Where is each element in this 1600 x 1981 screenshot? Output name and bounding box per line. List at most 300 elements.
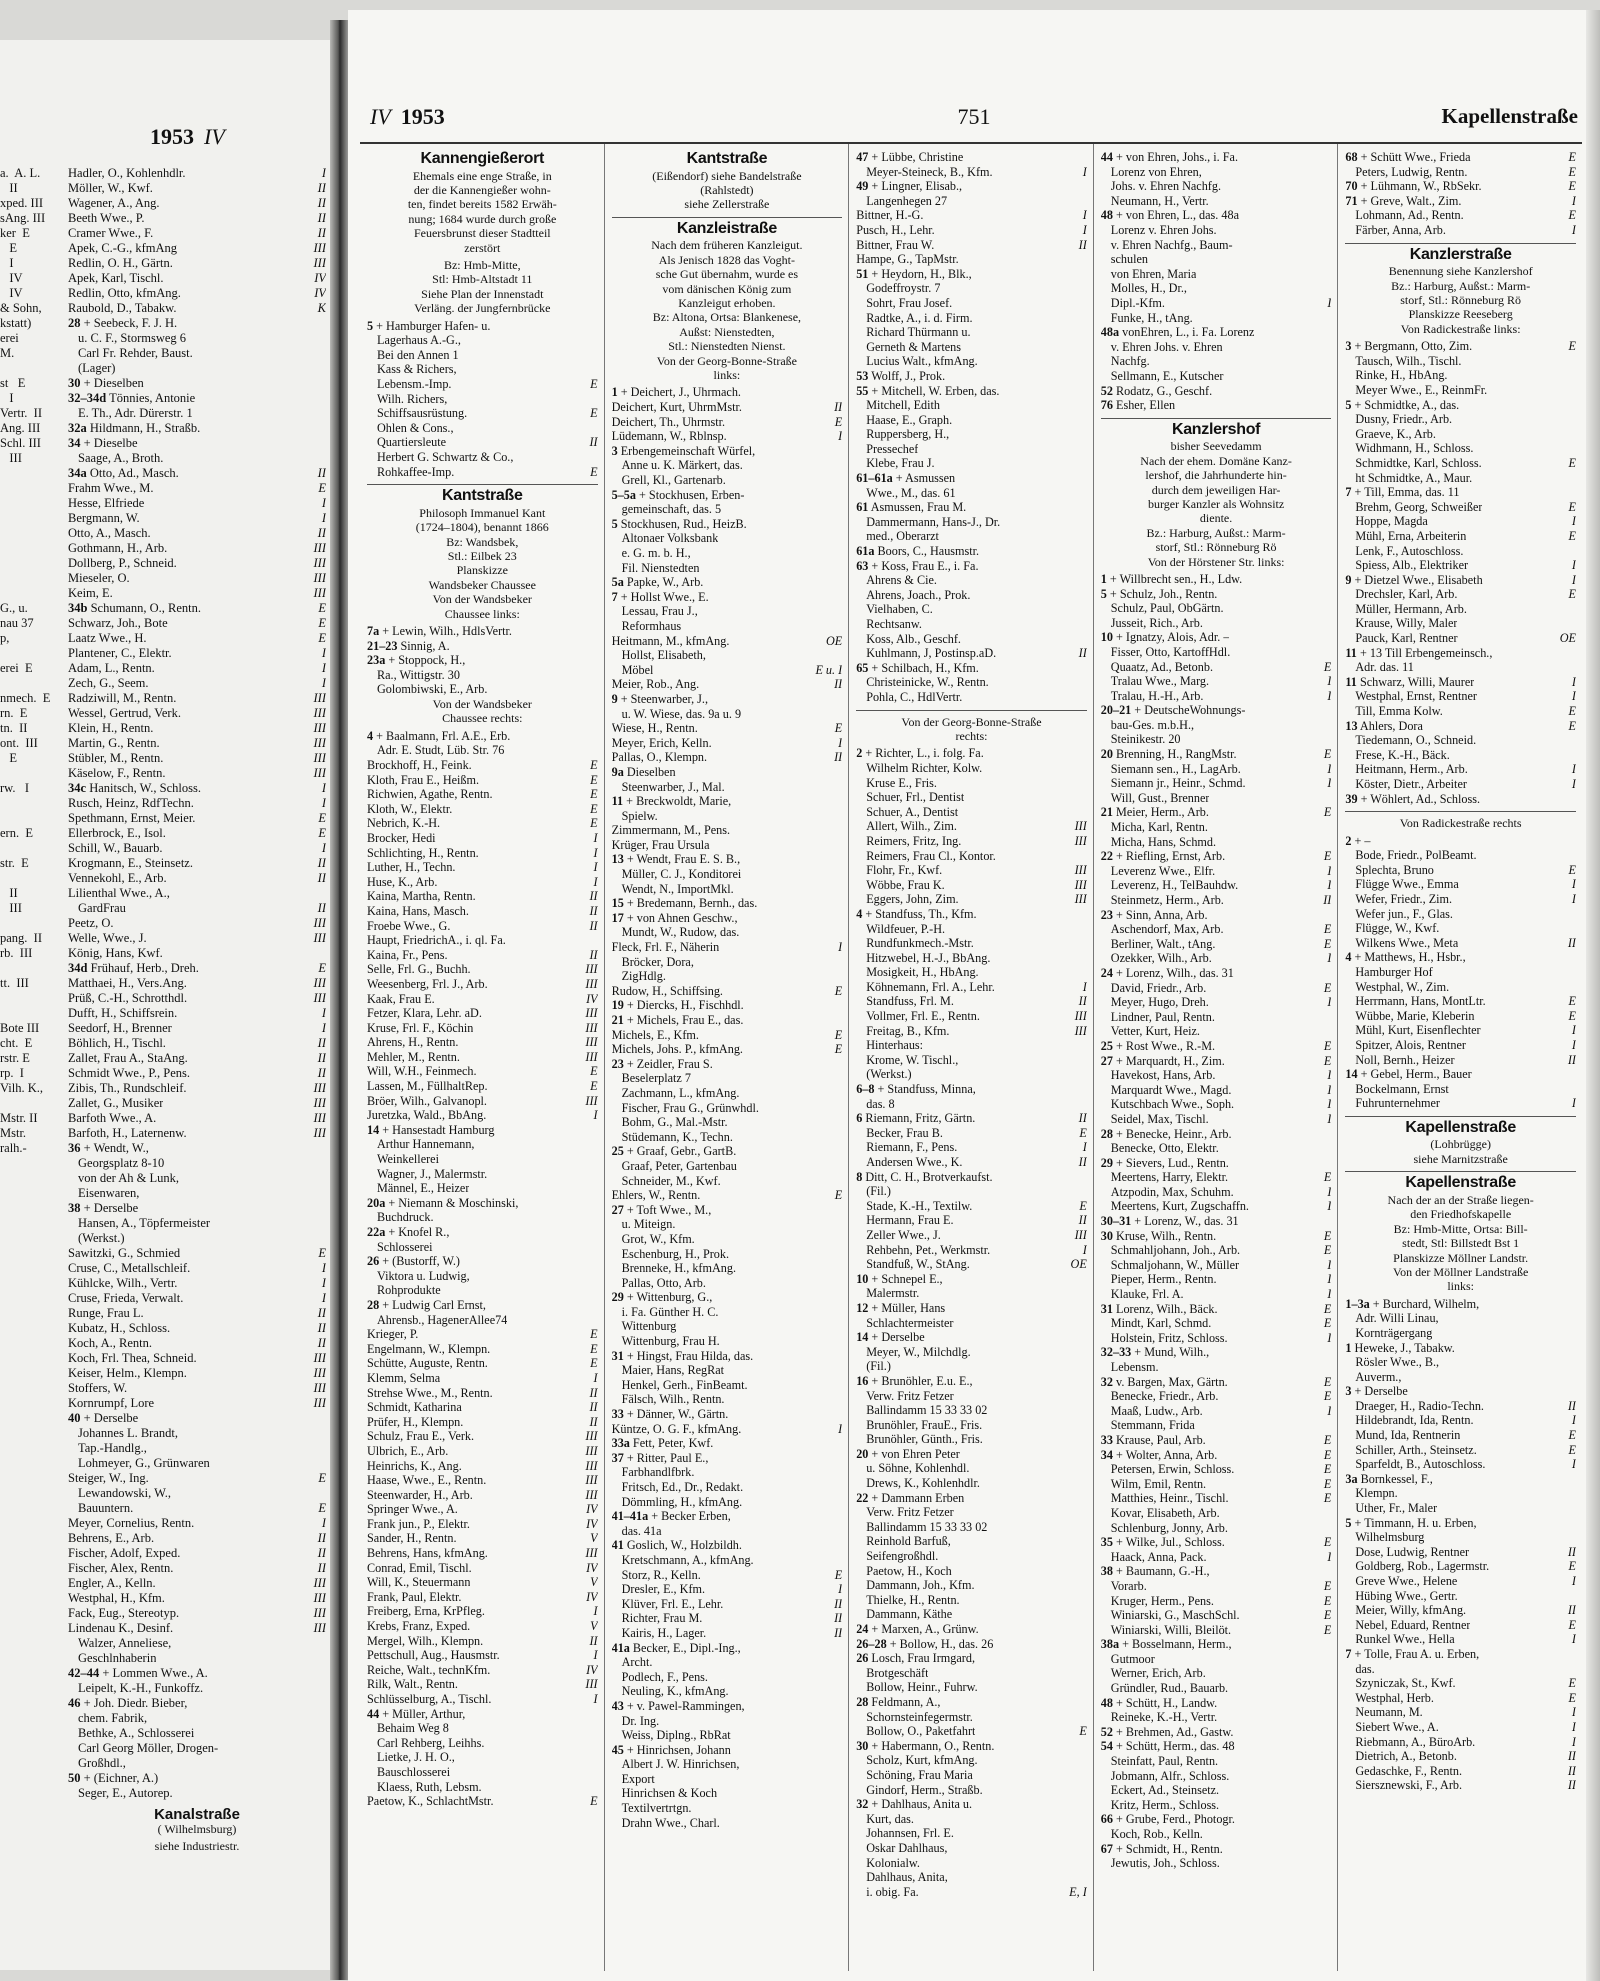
entry-text: Wagner, J., Malermstr. (377, 1166, 488, 1181)
floor-code: IV (314, 286, 326, 300)
right-page (348, 10, 1600, 1981)
directory-entry (1345, 165, 1576, 180)
directory-entry (1101, 150, 1332, 165)
house-number: 16 (856, 1373, 869, 1388)
directory-entry (68, 1036, 326, 1051)
directory-entry (68, 526, 326, 541)
directory-entry (1345, 1559, 1576, 1574)
directory-entry (612, 1217, 843, 1232)
directory-entry (367, 1254, 598, 1269)
directory-entry (68, 691, 326, 706)
entry-text: Lindenau K., Desinf. (68, 1621, 174, 1635)
entry-text: Steenwarber, J., Mal. (621, 779, 725, 794)
floor-code: E (1323, 1462, 1332, 1477)
floor-code: II (317, 226, 326, 240)
section-divider (1345, 243, 1576, 244)
entry-text: Brocker, Hedi (367, 830, 436, 845)
floor-code: II (317, 526, 326, 540)
directory-entry (612, 1305, 843, 1320)
directory-entry (612, 1261, 843, 1276)
directory-entry (68, 916, 326, 931)
entry-text: Viktora u. Ludwig, (377, 1268, 470, 1283)
directory-entry (367, 682, 598, 697)
entry-text: Eggers, John, Zim. (866, 892, 959, 907)
entry-text: u. W. Wiese, das. 9a u. 9 (621, 706, 742, 721)
directory-entry (1101, 223, 1332, 238)
entry-text: Neumann, H., Vertr. (1110, 193, 1209, 208)
floor-code: II (1567, 935, 1576, 950)
directory-entry (367, 758, 598, 773)
directory-entry (612, 473, 843, 488)
directory-entry (1345, 907, 1576, 922)
directory-entry (1101, 864, 1332, 879)
entry-text: 5 + Timmann, H. u. Erben, (1345, 1515, 1477, 1530)
floor-code: I (838, 1582, 843, 1597)
entry-text: Stübler, M., Rentn. (68, 751, 164, 765)
directory-entry (1345, 1370, 1576, 1385)
directory-entry (68, 1336, 326, 1351)
house-number: 28 (68, 316, 81, 330)
floor-code: E (318, 961, 326, 975)
entry-text: König, Hans, Kwf. (68, 946, 163, 960)
entry-text: Greve Wwe., Helene (1355, 1574, 1458, 1588)
directory-entry (1101, 311, 1332, 326)
house-number: 34d (68, 961, 88, 975)
entry-text: Mitchell, Edith (866, 398, 940, 413)
street-description (367, 258, 598, 316)
floor-code: E (1323, 936, 1332, 951)
directory-entry (1101, 1243, 1332, 1258)
directory-entry (856, 1213, 1087, 1228)
entry-text: 20 + von Ehren Peter (856, 1446, 960, 1461)
directory-entry (1101, 296, 1332, 311)
floor-code: E (590, 758, 598, 772)
house-number: 52 (1100, 1724, 1113, 1739)
floor-code: E (590, 787, 598, 802)
entry-text: Koch, Rob., Kelln. (1110, 1827, 1203, 1841)
directory-entry (856, 646, 1087, 661)
house-number: 21 (611, 1013, 624, 1027)
entry-text: v. Ehren Johs. v. Ehren (1110, 339, 1223, 354)
directory-entry (68, 1636, 326, 1651)
directory-entry (1101, 238, 1332, 253)
entry-text: Beeth Wwe., P. (68, 211, 145, 225)
directory-entry (367, 1780, 598, 1795)
directory-entry (68, 616, 326, 631)
entry-text: Zimmermann, M., Pens. (611, 823, 731, 838)
house-number: 5 (1345, 1515, 1352, 1530)
directory-entry (1101, 1331, 1332, 1346)
entry-text: Lenk, F., Autoschloss. (1355, 543, 1464, 558)
entry-text: 27 + Marquardt, H., Zim. (1100, 1053, 1225, 1068)
entry-text: Schuer, A., Dentist (866, 804, 959, 819)
section-divider (1345, 1116, 1576, 1117)
floor-code: E (1323, 747, 1332, 762)
floor-code: E (1323, 1447, 1332, 1462)
directory-entry (612, 765, 843, 780)
entry-text: Welle, Wwe., J. (68, 931, 147, 945)
directory-entry (68, 811, 326, 826)
entry-text: 4 + Matthews, H., Hsbr., (1345, 950, 1466, 965)
entry-text: 21–23 Sinnig, A. (367, 638, 450, 653)
entry-text: Dammermann, Hans-J., Dr. (866, 514, 1001, 529)
directory-entry (856, 238, 1087, 253)
directory-entry (612, 969, 843, 984)
directory-entry (856, 849, 1087, 864)
entry-text: Heinrichs, K., Ang. (367, 1458, 462, 1473)
street-heading: Kanzlershof (1171, 420, 1261, 438)
left-page-header (150, 124, 225, 150)
house-number: 13 (611, 852, 624, 867)
directory-entry (612, 517, 843, 532)
entry-text: Funke, H., tAng. (1110, 310, 1193, 325)
entry-text: Bohm, G., Mal.-Mstr. (621, 1115, 728, 1130)
entry-text: 44 + Müller, Arthur, (367, 1706, 466, 1721)
directory-entry (856, 1826, 1087, 1841)
entry-text: Arthur Hannemann, (377, 1137, 475, 1152)
house-number: 1–3a (1345, 1296, 1370, 1311)
floor-code: E (1568, 528, 1576, 543)
description-line: Bz.: Harburg, Außst.: Marm- (1391, 278, 1531, 293)
entry-text: 36 + Wendt, W., (68, 1141, 149, 1155)
entry-text: Till, Emma Kolw. (1355, 704, 1443, 719)
entry-text: Kass & Richers, (377, 362, 457, 377)
directory-entry (367, 1590, 598, 1605)
entry-text: Dresler, E., Kfm. (621, 1582, 706, 1597)
directory-entry (1345, 500, 1576, 515)
directory-entry (856, 892, 1087, 907)
directory-entry (367, 435, 598, 450)
entry-text: Müller, Hermann, Arb. (1355, 601, 1467, 616)
directory-entry (68, 466, 326, 481)
entry-text: Brotgeschäft (866, 1665, 929, 1680)
directory-entry (1101, 835, 1332, 850)
floor-code: I (593, 830, 598, 845)
entry-text: 4 + Standfuss, Th., Kfm. (856, 906, 977, 921)
entry-text: Allert, Wilh., Zim. (866, 819, 957, 834)
directory-entry (367, 1196, 598, 1211)
directory-entry (856, 1607, 1087, 1622)
entry-text: Grot, W., Kfm. (621, 1231, 695, 1246)
entry-text: Otto, A., Masch. (68, 526, 151, 540)
directory-entry (367, 1108, 598, 1123)
entry-text: 5a Papke, W., Arb. (611, 575, 704, 590)
floor-code: E (590, 1064, 598, 1079)
house-number: 22 (1100, 849, 1113, 864)
floor-code: E (590, 1079, 598, 1094)
entry-text: Hampe, G., TapMstr. (856, 252, 959, 267)
entry-text: Wefer, Friedr., Zim. (1355, 891, 1453, 906)
directory-entry (367, 1181, 598, 1196)
directory-entry (1345, 339, 1576, 354)
floor-code: II (589, 947, 598, 962)
directory-entry (68, 1201, 326, 1216)
directory-entry (856, 661, 1087, 676)
directory-entry (856, 325, 1087, 340)
entry-text: Schuer, Frl., Dentist (866, 790, 965, 805)
entry-text: Eschenburg, H., Prok. (621, 1246, 730, 1261)
header-year: 1953 (400, 104, 445, 129)
directory-entry (612, 1495, 843, 1510)
directory-entry (1345, 1735, 1576, 1750)
directory-entry (1101, 325, 1332, 340)
house-number: 7a (367, 624, 380, 639)
entry-text: 1 + Deichert, J., Uhrmach. (611, 385, 741, 400)
directory-entry (68, 1396, 326, 1411)
entry-text: 10 + Ignatzy, Alois, Adr. – (1100, 630, 1230, 645)
entry-text: Schulz, Paul, ObGärtn. (1110, 601, 1224, 616)
entry-text: Nachfg. (1110, 354, 1150, 369)
house-number: 7 (611, 589, 618, 604)
description-line: Von der Georg-Bonne-Straße (901, 714, 1042, 729)
directory-entry (68, 736, 326, 751)
directory-entry (856, 746, 1087, 761)
directory-entry (1345, 646, 1576, 661)
floor-code: I (1571, 1096, 1576, 1111)
entry-text: Bauschlosserei (377, 1764, 451, 1779)
directory-entry (1345, 1443, 1576, 1458)
directory-entry (367, 1021, 598, 1036)
entry-text: 25 + Rost Wwe., R.-M. (1100, 1038, 1216, 1053)
directory-entry (1345, 877, 1576, 892)
floor-code: OE (1070, 1257, 1087, 1272)
directory-entry (68, 406, 326, 421)
floor-code: III (585, 976, 598, 991)
entry-text: Michels, E., Kfm. (611, 1027, 699, 1042)
entry-text: 40 + Derselbe (68, 1411, 139, 1425)
directory-entry (856, 413, 1087, 428)
entry-text: Widhmann, H., Schloss. (1355, 441, 1474, 456)
floor-code: I (838, 735, 843, 750)
house-number: 37 (611, 1450, 624, 1465)
directory-entry (612, 1699, 843, 1714)
entry-text: Textilvertrtgn. (621, 1801, 692, 1816)
floor-code: II (317, 466, 326, 480)
entry-text: Steenwarder, H., Arb. (367, 1487, 473, 1502)
entry-text: Adam, L., Rentn. (68, 661, 155, 675)
entry-text: u. Miteign. (621, 1217, 676, 1232)
floor-code: V (590, 1619, 598, 1634)
entry-text: Farbhandlfbrk. (621, 1465, 695, 1480)
directory-entry (1345, 1662, 1576, 1677)
entry-text: Kruger, Herm., Pens. (1110, 1593, 1214, 1608)
directory-entry (1101, 718, 1332, 733)
directory-entry (856, 208, 1087, 223)
entry-text: Heitmann, Herm., Arb. (1355, 762, 1468, 777)
floor-code: OE (1559, 631, 1576, 646)
directory-entry (612, 1028, 843, 1043)
directory-entry (612, 867, 843, 882)
directory-entry (68, 961, 326, 976)
entry-text: David, Friedr., Arb. (1110, 980, 1207, 995)
directory-entry (1101, 922, 1332, 937)
entry-text: 51 + Heydorn, H., Blk., (856, 266, 972, 281)
entry-text: Nebel, Eduard, Rentner (1355, 1617, 1471, 1632)
entry-text: Dufft, H., Schiffsrein. (68, 1006, 178, 1020)
entry-text: Fleck, Frl. F., Näherin (611, 940, 720, 955)
directory-entry (1345, 921, 1576, 936)
description-line: nung; 1684 wurde durch große (408, 211, 557, 226)
floor-code: E (1323, 1578, 1332, 1593)
house-number: 38a (1100, 1637, 1120, 1652)
directory-entry (367, 1502, 598, 1517)
directory-entry (68, 886, 326, 901)
directory-entry (856, 1374, 1087, 1389)
directory-entry (367, 1488, 598, 1503)
entry-text: Barfoth Wwe., A. (68, 1111, 157, 1125)
entry-text: Winiarski, Willi, Bleilöt. (1110, 1622, 1232, 1637)
floor-code: E (1568, 718, 1576, 733)
entry-text: Mergel, Wilh., Klempn. (367, 1633, 484, 1648)
description-line: vom dänischen König zum (662, 281, 792, 296)
house-number: 22a (367, 1225, 386, 1239)
description-line: Von der Hörstener Str. links: (1147, 554, 1285, 569)
house-number: 46 (68, 1696, 81, 1710)
directory-entry (1345, 792, 1576, 807)
floor-code: I (1082, 1140, 1087, 1155)
directory-entry (367, 846, 598, 861)
entry-text: Lietke, J. H. O., (377, 1750, 455, 1765)
entry-text: Tralau, H.-H., Arb. (1110, 688, 1204, 703)
house-number: 5 (1100, 586, 1107, 601)
directory-entry (68, 1291, 326, 1306)
entry-text: Fisser, Otto, KartoffHdl. (1110, 644, 1231, 659)
directory-entry (856, 1812, 1087, 1827)
directory-entry (856, 602, 1087, 617)
floor-code: III (585, 1443, 598, 1458)
entry-text: Dietrich, A., Betonb. (1355, 1749, 1457, 1764)
floor-code: II (1078, 994, 1087, 1009)
entry-text: 34d Frühauf, Herb., Dreh. (68, 961, 199, 975)
directory-entry (856, 1330, 1087, 1345)
entry-text: Meertens, Kurt, Zugschaffn. (1110, 1199, 1249, 1214)
entry-text: 68 + Schütt Wwe., Frieda (1345, 150, 1471, 164)
floor-code: E (318, 811, 326, 825)
directory-entry (1101, 1521, 1332, 1536)
entry-text: Freiberg, Erna, KrPfleg. (367, 1604, 485, 1619)
entry-text: Jusseit, Rich., Arb. (1110, 615, 1203, 630)
directory-entry (1345, 208, 1576, 223)
directory-entry (612, 1655, 843, 1670)
entry-text: Krause, Willy, Maler (1355, 616, 1458, 631)
directory-entry (856, 442, 1087, 457)
entry-text: 32–34d Tönnies, Antonie (68, 391, 196, 405)
house-number: 31 (1100, 1301, 1113, 1316)
directory-entry (856, 1753, 1087, 1768)
entry-text: 10 + Schnepel E., (856, 1271, 943, 1286)
entry-text: Weiss, Diplng., RbRat (621, 1728, 731, 1743)
entry-text: Molles, H., Dr., (1110, 281, 1187, 296)
house-number: 48 (1100, 208, 1113, 223)
directory-entry (1101, 674, 1332, 689)
directory-entry (856, 1534, 1087, 1549)
entry-text: u. Söhne, Kohlenhdl. (866, 1461, 970, 1476)
entry-text: 43 + v. Pawel-Rammingen, (611, 1698, 745, 1713)
directory-entry (612, 400, 843, 415)
directory-entry (367, 1050, 598, 1065)
directory-entry (612, 1801, 843, 1816)
entry-text: Auverm., (1355, 1369, 1402, 1384)
house-number: 21 (1100, 805, 1113, 820)
entry-text: gemeinschaft, das. 5 (621, 502, 722, 517)
floor-code: E (834, 1042, 843, 1057)
floor-code: I (1327, 951, 1332, 966)
directory-entry (612, 1188, 843, 1203)
entry-text: 13 Ahlers, Dora (1345, 718, 1423, 733)
floor-code: I (321, 496, 326, 510)
entry-text: Gutmoor (1110, 1651, 1155, 1666)
floor-code: E (1323, 1622, 1332, 1637)
entry-text: Paetow, H., Koch (866, 1563, 952, 1578)
house-number: 45 (611, 1742, 624, 1757)
entry-text: 14 + Gebel, Herm., Bauer (1345, 1067, 1472, 1082)
directory-entry (856, 878, 1087, 893)
floor-code: III (313, 1081, 326, 1095)
directory-entry (68, 646, 326, 661)
directory-entry (856, 1724, 1087, 1739)
house-number: 5 (1345, 397, 1352, 412)
directory-entry (1101, 805, 1332, 820)
floor-code: E (590, 1356, 598, 1371)
directory-entry (612, 385, 843, 400)
floor-code: II (589, 903, 598, 918)
entry-text: 41–41a + Becker Erben, (611, 1509, 731, 1524)
entry-text: Redlin, O. H., Gärtn. (68, 256, 173, 270)
directory-entry (856, 994, 1087, 1009)
house-number: 34 (68, 436, 81, 450)
entry-text: Steinfatt, Paul, Rentn. (1110, 1754, 1219, 1769)
section-divider (1345, 811, 1576, 812)
directory-entry (1101, 1812, 1332, 1827)
entry-text: Hoppe, Magda (1355, 514, 1428, 529)
house-number: 41 (611, 1538, 624, 1553)
floor-code: III (313, 241, 326, 255)
directory-entry (612, 1626, 843, 1641)
directory-entry (68, 1591, 326, 1606)
entry-text: 25 + Graaf, Gebr., GartB. (611, 1144, 737, 1159)
directory-entry (856, 1126, 1087, 1141)
directory-entry (856, 1243, 1087, 1258)
directory-entry (612, 852, 843, 867)
street-desc: ( Wilhelmsburg) (157, 1822, 237, 1836)
directory-entry (68, 421, 326, 436)
house-number: 55 (856, 383, 869, 398)
description-line: links: (1447, 1279, 1474, 1294)
directory-entry (68, 586, 326, 601)
floor-code: II (589, 918, 598, 933)
entry-text: 22a + Knofel R., (367, 1225, 450, 1239)
house-number: 4 (856, 906, 863, 921)
directory-entry (1101, 354, 1332, 369)
entry-text: Meertens, Harry, Elektr. (1110, 1170, 1229, 1185)
floor-code: E (590, 1341, 598, 1356)
entry-text: Schneider, M., Kwf. (621, 1173, 721, 1188)
house-number: 54 (1100, 1739, 1113, 1754)
entry-text: Flohr, Fr., Kwf. (866, 863, 943, 878)
floor-code: E (1323, 1170, 1332, 1185)
floor-code: II (1567, 1749, 1576, 1764)
directory-entry (68, 1096, 326, 1111)
house-number: 4 (1345, 950, 1352, 965)
floor-code: I (593, 860, 598, 875)
directory-entry (68, 721, 326, 736)
entry-text: 20–21 + DeutscheWohnungs- (1100, 703, 1246, 718)
directory-entry (612, 1232, 843, 1247)
floor-code: I (1571, 1632, 1576, 1647)
entry-text: Leverenz Wwe., Elfr. (1110, 863, 1216, 878)
directory-entry (1101, 1068, 1332, 1083)
entry-text: Johs. v. Ehren Nachfg. (1110, 179, 1222, 194)
